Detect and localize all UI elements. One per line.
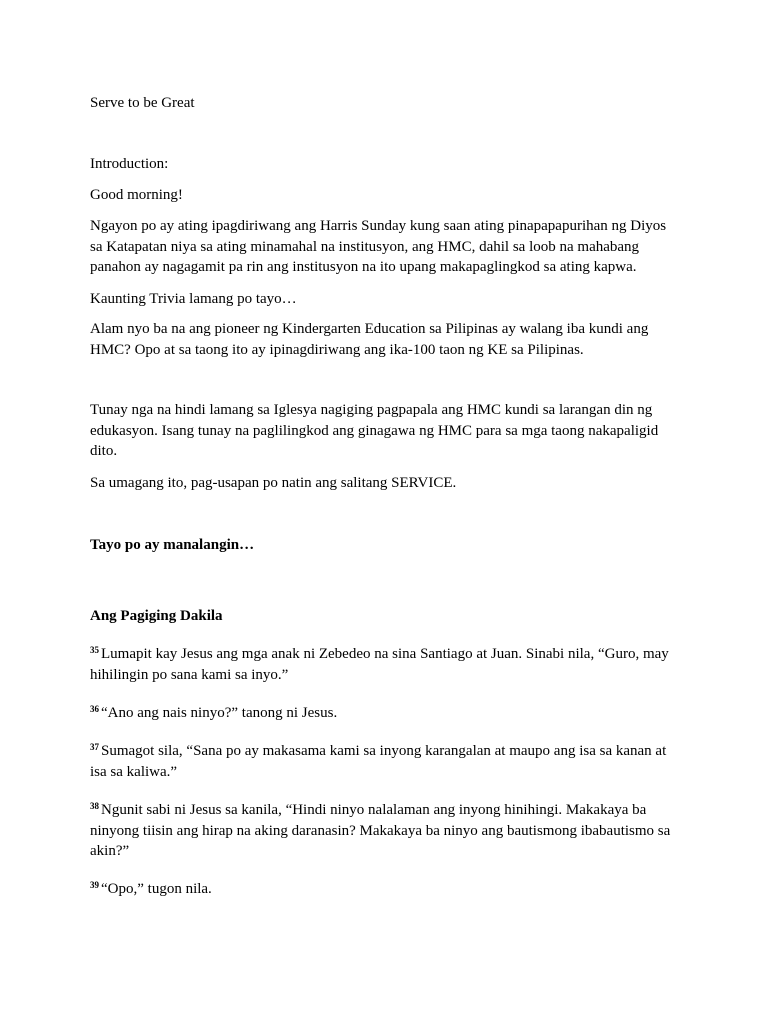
paragraph-education: Tunay nga na hindi lamang sa Iglesya nagiging pagpapala ang HMC kundi sa larangan din ng edukasyon. Isang tunay na paglilingkod ang ginagawa ng HMC para sa mga taong nakapaligid dito. (90, 402, 659, 459)
verse-number: 38 (90, 801, 99, 811)
paragraph-trivia: Kaunting Trivia lamang po tayo… (90, 291, 297, 307)
prayer-line: Tayo po ay manalangin… (90, 537, 255, 553)
introduction-heading: Introduction: (90, 156, 169, 172)
verse-number: 36 (90, 704, 99, 714)
verse-text: Sumagot sila, “Sana po ay makasama kami sa inyong karangalan at maupo ang isa sa kanan at isa sa kaliwa.” (90, 743, 667, 780)
verse-35 (90, 644, 680, 685)
verse-37 (90, 741, 680, 782)
verse-39 (90, 879, 680, 900)
verse-text: “Opo,” tugon nila. (101, 881, 212, 897)
verse-number: 39 (90, 880, 99, 890)
verse-number: 37 (90, 742, 99, 752)
document-title: Serve to be Great (90, 95, 195, 111)
section-heading: Ang Pagiging Dakila (90, 608, 223, 624)
verse-text: “Ano ang nais ninyo?” tanong ni Jesus. (101, 705, 338, 721)
verse-number: 35 (90, 645, 99, 655)
paragraph-service: Sa umagang ito, pag-usapan po natin ang salitang SERVICE. (90, 475, 457, 491)
verse-38 (90, 800, 680, 862)
paragraph-harris-sunday: Ngayon po ay ating ipagdiriwang ang Harris Sunday kung saan ating pinapapapurihan ng Diyos sa Katapatan niya sa ating minamahal na institusyon, ang HMC, dahil sa loob na mahabang panahon ay nagagamit pa rin ang institusyon na ito upang makapaglingkod sa ating kapwa. (90, 218, 667, 275)
verse-36 (90, 703, 680, 724)
greeting: Good morning! (90, 187, 183, 203)
verse-text: Lumapit kay Jesus ang mga anak ni Zebedeo na sina Santiago at Juan. Sinabi nila, “Guro, may hihilingin po sana kami sa inyo.” (90, 646, 669, 683)
paragraph-kindergarten: Alam nyo ba na ang pioneer ng Kindergarten Education sa Pilipinas ay walang iba kundi ang HMC? Opo at sa taong ito ay ipinagdiriwang ang ika-100 taon ng KE sa Pilipinas. (90, 321, 649, 358)
verse-text: Ngunit sabi ni Jesus sa kanila, “Hindi ninyo nalalaman ang inyong hinihingi. Makakaya ba ninyong tiisin ang hirap na aking daranasin? Makakaya ba ninyo ang bautismong ibabautismo sa akin?” (90, 802, 671, 859)
